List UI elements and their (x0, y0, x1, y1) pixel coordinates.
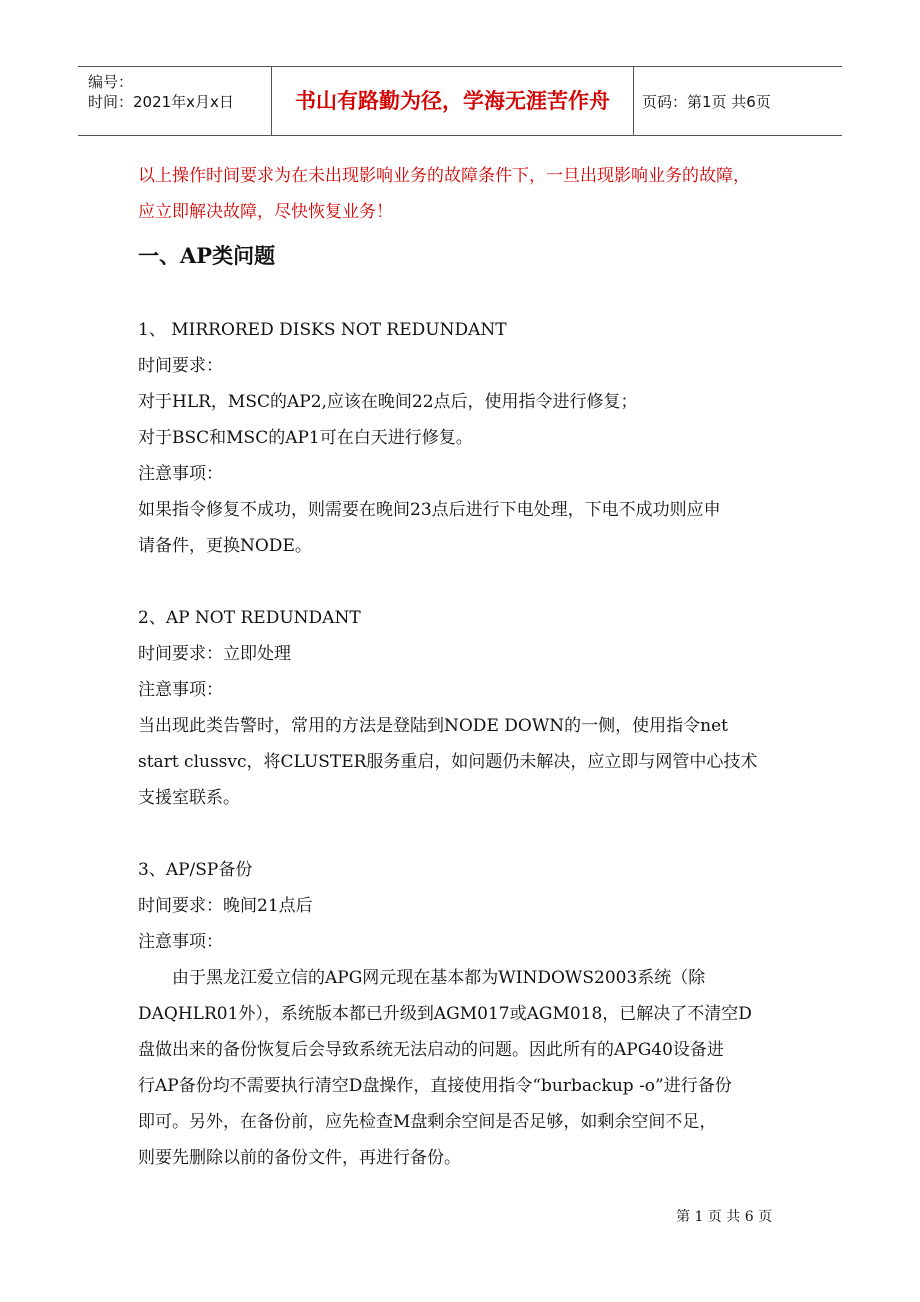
page-footer: 第 1 页 共 6 页 (676, 1209, 773, 1225)
item-1-time-label: 时间要求： (138, 356, 223, 376)
document-body (138, 158, 788, 1176)
document-date-label: 时间：2021年x月x日 (88, 93, 234, 111)
header-motto: 书山有路勤为径，学海无涯苦作舟 (272, 67, 634, 135)
item-1-title: 1、 MIRRORED DISKS NOT REDUNDANT (138, 320, 507, 340)
item-2-note-line-2: start clussvc，将CLUSTER服务重启，如问题仍未解决，应立即与网管中心技术 (138, 752, 758, 772)
spacer (138, 816, 788, 852)
item-2-note-line-1: 当出现此类告警时，常用的方法是登陆到NODE DOWN的一侧，使用指令net (138, 716, 729, 736)
header-meta-cell (78, 67, 272, 135)
intro-warning-line-1: 以上操作时间要求为在未出现影响业务的故障条件下，一旦出现影响业务的故障， (138, 166, 750, 186)
item-2-time-label: 时间要求：立即处理 (138, 644, 291, 664)
item-3-paragraph-line-5: 即可。另外，在备份前，应先检查M盘剩余空间是否足够，如剩余空间不足， (138, 1112, 717, 1132)
document-number-label: 编号： (88, 73, 134, 91)
item-2-note-line-3: 支援室联系。 (138, 788, 240, 808)
item-1-note-line-1: 如果指令修复不成功，则需要在晚间23点后进行下电处理，下电不成功则应申 (138, 500, 721, 520)
header-page-info: 页码：第1页 共6页 (642, 92, 771, 111)
document-header (78, 66, 842, 136)
item-2-title: 2、AP NOT REDUNDANT (138, 608, 361, 628)
spacer (138, 564, 788, 600)
spacer (138, 276, 788, 312)
item-1-note-label: 注意事项： (138, 464, 223, 484)
item-3-paragraph-line-4: 行AP备份均不需要执行清空D盘操作，直接使用指令“burbackup -o”进行备份 (138, 1076, 732, 1096)
item-3-paragraph-line-1: 由于黑龙江爱立信的APG网元现在基本都为WINDOWS2003系统（除 (172, 968, 706, 988)
item-2-note-label: 注意事项： (138, 680, 223, 700)
item-1-time-line-2: 对于BSC和MSC的AP1可在白天进行修复。 (138, 428, 473, 448)
item-1-note-line-2: 请备件，更换NODE。 (138, 536, 312, 556)
item-3-note-label: 注意事项： (138, 932, 223, 952)
item-3-paragraph-line-3: 盘做出来的备份恢复后会导致系统无法启动的问题。因此所有的APG40设备进 (138, 1040, 724, 1060)
item-1-time-line-1: 对于HLR，MSC的AP2,应该在晚间22点后，使用指令进行修复； (138, 392, 638, 412)
item-3-title: 3、AP/SP备份 (138, 860, 253, 880)
section-title: 一、AP类问题 (138, 243, 276, 268)
item-3-paragraph-line-6: 则要先删除以前的备份文件，再进行备份。 (138, 1148, 461, 1168)
item-3-paragraph-line-2: DAQHLR01外），系统版本都已升级到AGM017或AGM018，已解决了不清空D (138, 1004, 752, 1024)
item-3-time-label: 时间要求：晚间21点后 (138, 896, 313, 916)
intro-warning-line-2: 应立即解决故障，尽快恢复业务！ (138, 202, 393, 222)
